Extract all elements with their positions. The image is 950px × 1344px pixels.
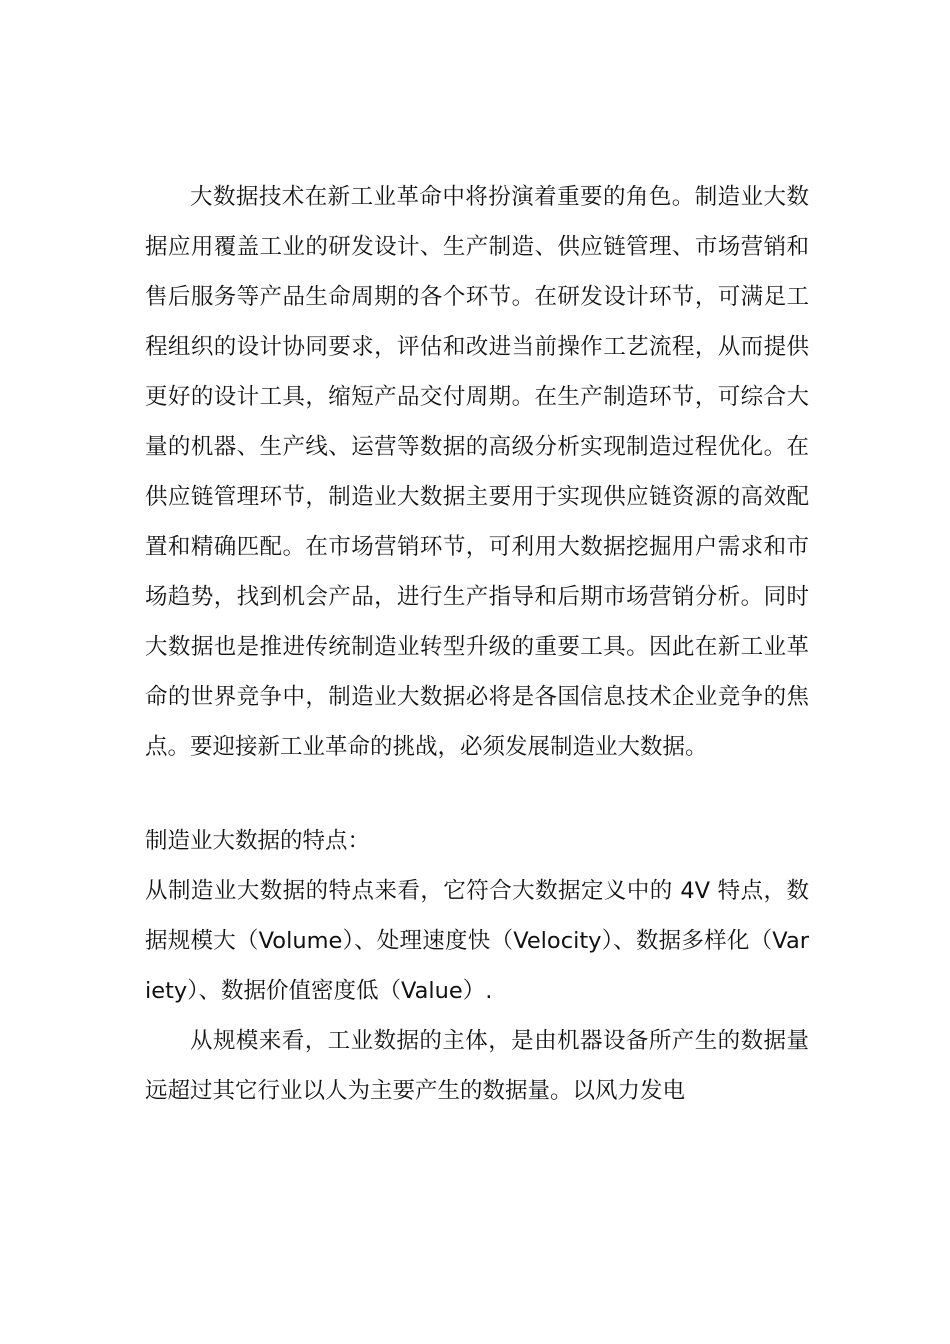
paragraph-intro: 大数据技术在新工业革命中将扮演着重要的角色。制造业大数据应用覆盖工业的研发设计、生产制造、供应链管理、市场营销和售后服务等产品生命周期的各个环节。在研发设计环节，可满足工程组织的设计协同要求，评估和改进当前操作工艺流程，从而提供更好的设计工具，缩短产品交付周期。在生产制造环节，可综合大量的机器、生产线、运营等数据的高级分析实现制造过程优化。在供应链管理环节，制造业大数据主要用于实现供应链资源的高效配置和精确匹配。在市场营销环节，可利用大数据挖掘用户需求和市场趋势，找到机会产品，进行生产指导和后期市场营销分析。同时大数据也是推进传统制造业转型升级的重要工具。因此在新工业革命的世界竞争中，制造业大数据必将是各国信息技术企业竞争的焦点。要迎接新工业革命的挑战，必须发展制造业大数据。 <box>145 184 809 760</box>
paragraph-spacer <box>145 772 809 816</box>
section-heading: 制造业大数据的特点： <box>145 828 371 854</box>
document-body <box>145 172 809 1116</box>
paragraph-scale: 从规模来看，工业数据的主体，是由机器设备所产生的数据量远超过其它行业以人为主要产生的数据量。以风力发电 <box>145 1028 809 1104</box>
paragraph-4v-features: 从制造业大数据的特点来看，它符合大数据定义中的 4V 特点，数据规模大（Volume）、处理速度快（Velocity）、数据多样化（Variety）、数据价值密度低（Value）. <box>145 878 809 1004</box>
